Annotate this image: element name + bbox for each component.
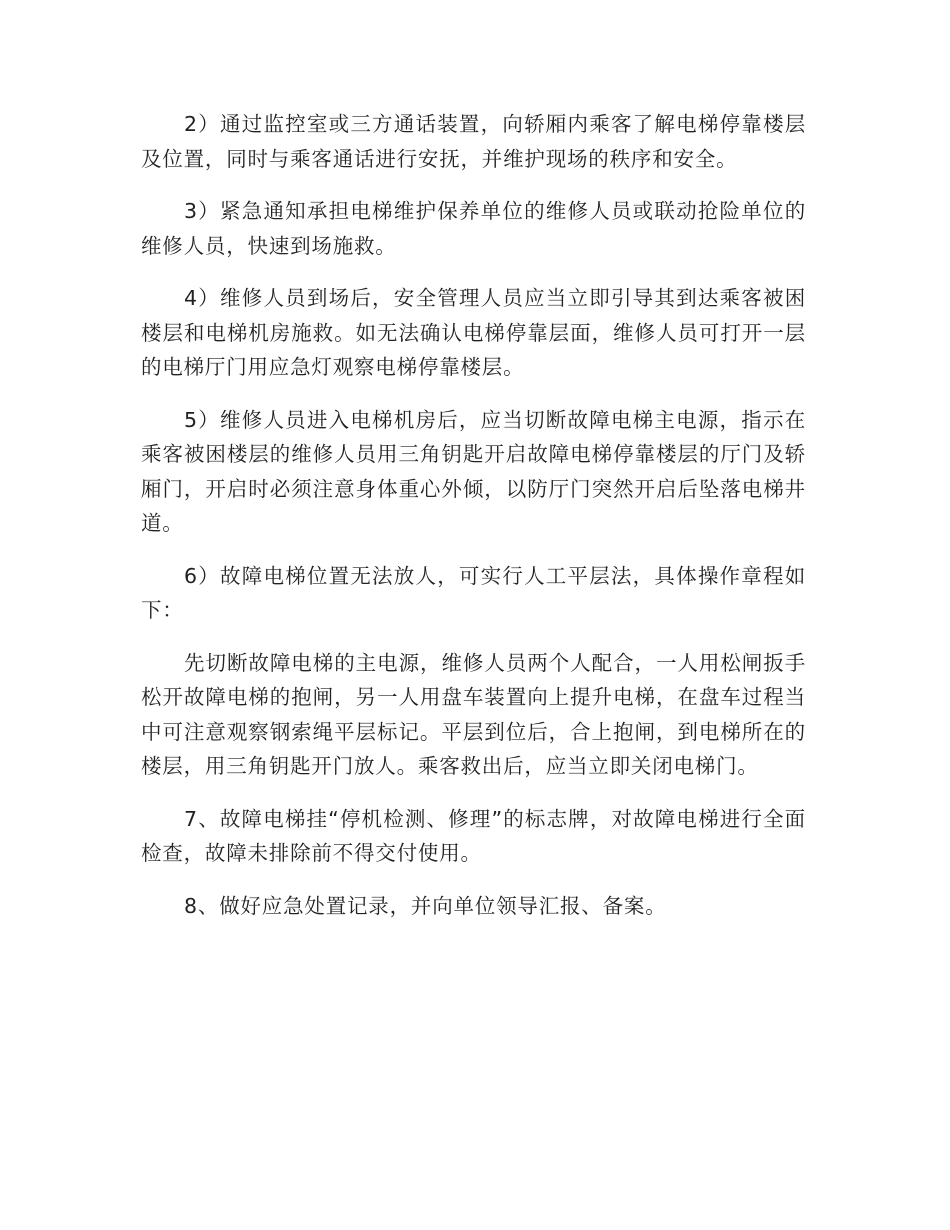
paragraph-step-2: 2）通过监控室或三方通话装置，向轿厢内乘客了解电梯停靠楼层及位置，同时与乘客通话进行安抚，并维护现场的秩序和安全。 [141, 112, 806, 171]
paragraph-step-5: 5）维修人员进入电梯机房后，应当切断故障电梯主电源，指示在乘客被困楼层的维修人员用三角钥匙开启故障电梯停靠楼层的厅门及轿厢门，开启时必须注意身体重心外倾，以防厅门突然开启后坠落电梯井道。 [141, 407, 806, 535]
paragraph-step-8: 8、做好应急处置记录，并向单位领导汇报、备案。 [184, 893, 667, 918]
paragraph-step-6: 6）故障电梯位置无法放人，可实行人工平层法，具体操作章程如下： [141, 563, 806, 622]
paragraph-step-4: 4）维修人员到场后，安全管理人员应当立即引导其到达乘客被困楼层和电梯机房施救。如无法确认电梯停靠层面，维修人员可打开一层的电梯厅门用应急灯观察电梯停靠楼层。 [141, 286, 806, 379]
paragraph-manual-leveling: 先切断故障电梯的主电源，维修人员两个人配合，一人用松闸扳手松开故障电梯的抱闸，另一人用盘车装置向上提升电梯，在盘车过程当中可注意观察钢索绳平层标记。平层到位后，合上抱闸，到电梯所在的楼层，用三角钥匙开门放人。乘客救出后，应当立即关闭电梯门。 [141, 650, 806, 778]
document-body [141, 107, 806, 941]
paragraph-step-3: 3）紧急通知承担电梯维护保养单位的维修人员或联动抢险单位的维修人员，快速到场施救。 [141, 199, 806, 258]
paragraph-step-7: 7、故障电梯挂“停机检测、修理”的标志牌，对故障电梯进行全面检查，故障未排除前不得交付使用。 [141, 806, 806, 865]
